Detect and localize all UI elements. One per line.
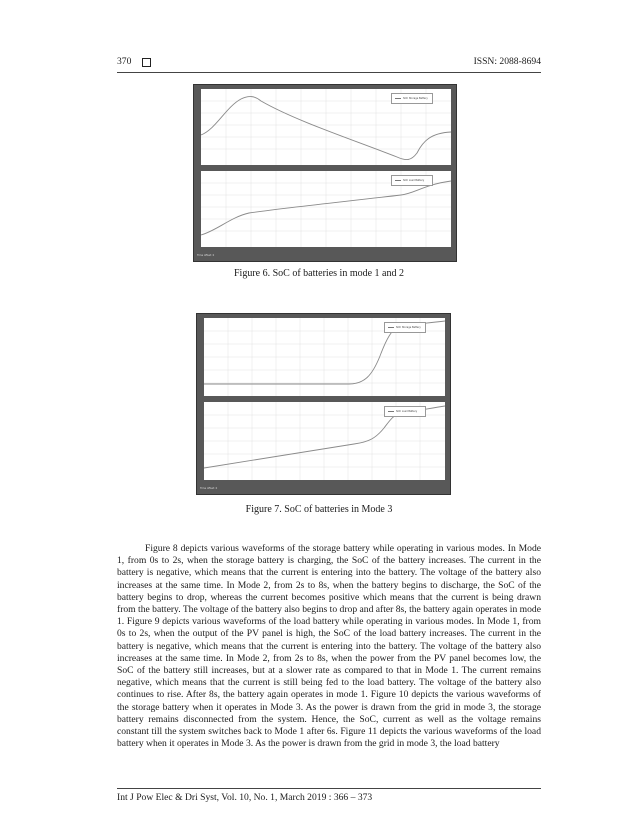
footer-rule [117, 788, 541, 789]
header-rule [117, 72, 541, 73]
figure-7-status: Time offset: 0 [200, 487, 218, 490]
body-paragraph: Figure 8 depicts various waveforms of the storage battery while operating in various modes. In Mode 1, from 0s to 2s, when the storage battery is charging, the SoC of the battery increases. The current in the battery is negative, which means that the current is entering into the battery. The voltage of the battery also increases at the same time. In Mode 2, from 2s to 8s, when the battery begins to discharge, the SoC of the battery begins to drop, whereas the current becomes positive which means that the current is being drawn from the battery. The voltage of the battery also begins to drop and after 8s, the battery again operates in mode 1. Figure 9 depicts various waveforms of the load battery while operating in various modes. In Mode 1, from 0s to 2s, when the output of the PV panel is high, the SoC of the load battery increases. The current in the battery is negative, which means that the current is entering into the battery. The voltage of the battery also increases at the same time. In Mode 2, from 2s to 8s, when the power from the PV panel becomes low, the SoC of the battery still increases, but at a slower rate as compared to that in Mode 1. The current remains negative, which means that the current is still being fed to the load battery. The voltage of the battery also continues to rise. After 8s, the battery again operates in mode 1. Figure 10 depicts the various waveforms of the storage battery when it operates in Mode 3. As the power is drawn from the grid in mode 3, the storage battery remains disconnected from the system. Hence, the SoC, current as well as the voltage remains constant till the system switches back to Mode 1 after 6s. Figure 11 depicts the various waveforms of the load battery when it operates in Mode 3. As the power is drawn from the grid in mode 3, the load battery [117, 543, 541, 750]
figure-7-top-legend: SOC Storage Battery [384, 322, 426, 333]
figure-6-caption: Figure 6. SoC of batteries in mode 1 and 2 [234, 268, 404, 279]
figure-7-bottom-plot [204, 402, 445, 480]
issn-label: ISSN: 2088-8694 [473, 56, 541, 67]
page-header [117, 56, 541, 70]
figure-6-top-legend: SOC Storage Battery [391, 93, 433, 104]
page-number: 370 [117, 56, 132, 67]
footer-citation: Int J Pow Elec & Dri Syst, Vol. 10, No. 1, March 2019 : 366 – 373 [117, 792, 373, 803]
figure-7 [196, 313, 451, 495]
figure-6-bottom-plot [201, 171, 451, 247]
square-bullet-icon [142, 58, 151, 67]
figure-7-caption: Figure 7. SoC of batteries in Mode 3 [245, 504, 393, 515]
figure-6-bottom-legend: SOC Load Battery [391, 175, 433, 186]
figure-6-status: Time offset: 0 [197, 254, 215, 257]
figure-6-top-plot [201, 89, 451, 165]
figure-7-bottom-legend: SOC Load Battery [384, 406, 426, 417]
figure-6 [193, 84, 457, 262]
figure-7-top-plot [204, 318, 445, 396]
